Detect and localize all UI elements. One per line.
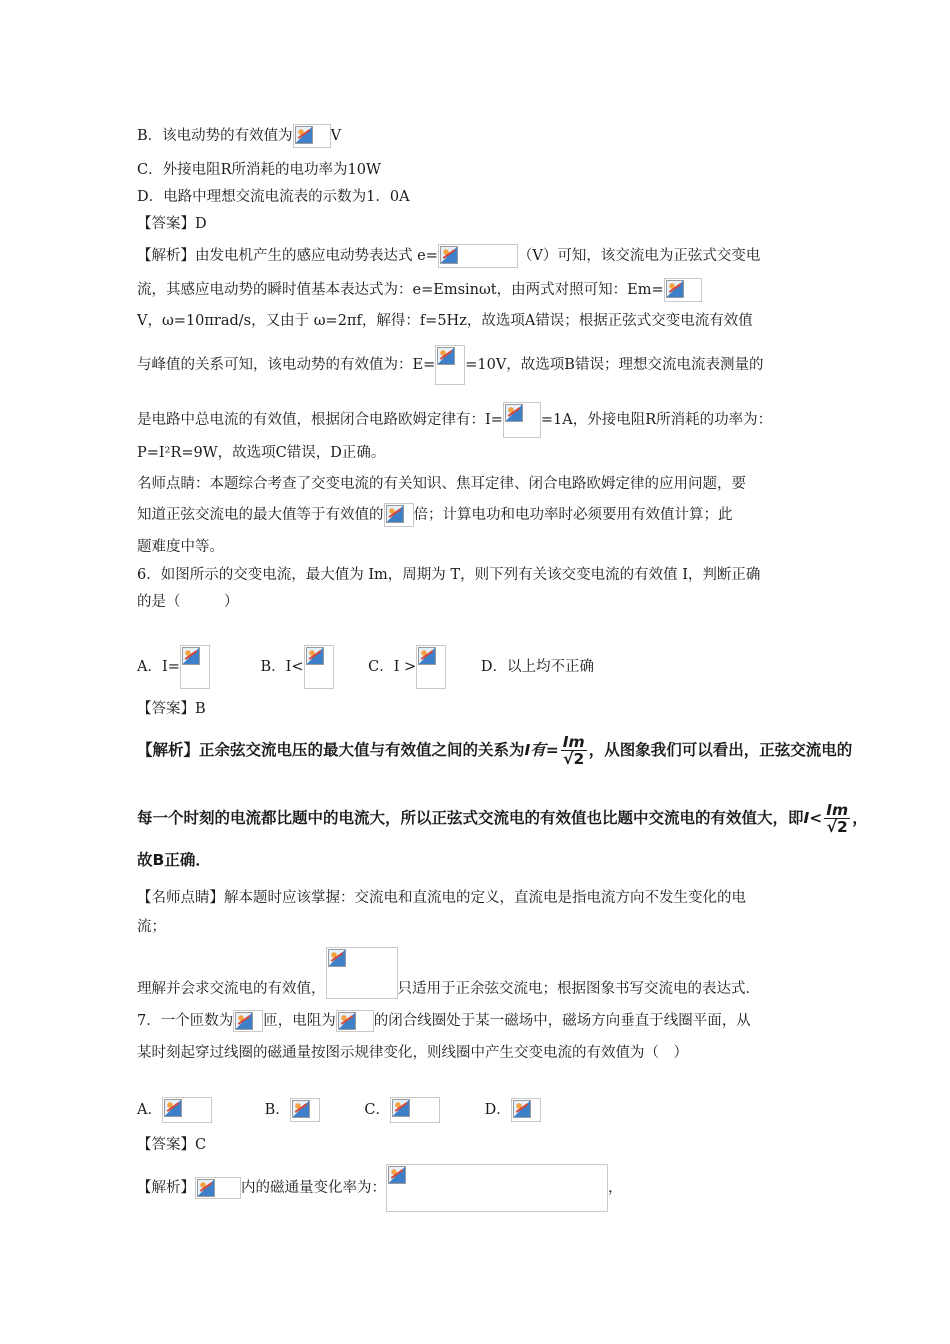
q5-option-d: D．电路中理想交流电流表的示数为1．0A <box>137 189 410 205</box>
q5-explanation-line-5: 是电路中总电流的有效值，根据闭合电路欧姆定律有：I= =1A，外接电阻R所消耗的功率为： <box>137 402 772 438</box>
formula-image <box>195 1177 241 1199</box>
q6-tip-line-2: 流； <box>137 919 166 935</box>
q5-option-b: B．该电动势的有效值为 V <box>137 124 341 148</box>
formula-image <box>664 278 702 302</box>
q7-option-a: A． <box>137 1102 212 1118</box>
formula-image <box>511 1098 541 1122</box>
formula-image <box>416 645 446 689</box>
q6-options <box>137 645 594 689</box>
formula-fraction: $\frac{Im}{√2}$ <box>562 733 585 768</box>
q5-option-c: C．外接电阻R所消耗的电功率为10W <box>137 162 381 178</box>
q7-explanation: 【解析】 内的磁通量变化率为： ， <box>137 1164 623 1212</box>
q7-answer: 【答案】C <box>137 1137 207 1153</box>
q6-option-c: C．I > <box>368 659 446 675</box>
q6-option-b: B．I< <box>260 659 333 675</box>
q6-explanation-line-3: 故B正确． <box>137 851 211 869</box>
formula-image <box>304 645 334 689</box>
q6-option-a: A．I= <box>137 659 210 675</box>
q7-options <box>137 1097 541 1123</box>
formula-image <box>293 124 331 148</box>
q7-option-d: D． <box>485 1102 541 1118</box>
q5-explanation-line-4: 与峰值的关系可知，该电动势的有效值为：E= =10V，故选项B错误；理想交流电流表测量的 <box>137 345 763 385</box>
formula-image <box>162 1097 212 1123</box>
formula-image <box>503 402 541 438</box>
q5-tip-line-3: 题难度中等。 <box>137 539 224 555</box>
formula-image <box>390 1097 440 1123</box>
formula-image <box>336 1010 374 1032</box>
formula-image <box>384 503 414 527</box>
formula-image <box>386 1164 608 1212</box>
q6-explanation-line-1: 【解析】正余弦交流电压的最大值与有效值之间的关系为I有= $\frac{Im}{√2}$ ，从图象我们可以看出，正弦交流电的 <box>137 733 853 768</box>
q5-tip-line-1: 名师点睛：本题综合考查了交变电流的有关知识、焦耳定律、闭合电路欧姆定律的应用问题，要 <box>137 476 746 492</box>
q7-option-b: B． <box>265 1102 320 1118</box>
q6-tip-line-1: 【名师点睛】解本题时应该掌握：交流电和直流电的定义，直流电是指电流方向不发生变化的电 <box>137 890 746 906</box>
q7-option-c: C． <box>364 1102 440 1118</box>
formula-fraction: $\frac{Im}{√2}$ <box>826 801 849 836</box>
formula-image <box>233 1010 263 1032</box>
q5-answer: 【答案】D <box>137 216 207 232</box>
q6-option-d: D．以上均不正确 <box>480 659 594 675</box>
q6-answer: 【答案】B <box>137 701 206 717</box>
q5-explanation-line-2: 流，其感应电动势的瞬时值基本表达式为：e=Emsinωt，由两式对照可知：Em= <box>137 278 702 302</box>
formula-image <box>180 645 210 689</box>
formula-image <box>435 345 465 385</box>
formula-image <box>438 244 518 268</box>
q7-stem-line-1: 7．一个匝数为 匝，电阻为 的闭合线圈处于某一磁场中，磁场方向垂直于线圈平面，从 <box>137 1010 751 1032</box>
formula-image <box>326 947 398 999</box>
q6-tip-line-3: 理解并会求交流电的有效值， 只适用于正余弦交流电；根据图象书写交流电的表达式． <box>137 947 760 999</box>
q5-tip-line-2: 知道正弦交流电的最大值等于有效值的 倍；计算电功和电功率时必须要用有效值计算；此 <box>137 503 733 527</box>
q6-stem-line-1: 6．如图所示的交变电流，最大值为 Im，周期为 T，则下列有关该交变电流的有效值 I，判断正确 <box>137 567 761 583</box>
q6-stem-line-2: 的是（ ） <box>137 594 239 610</box>
q7-stem-line-2: 某时刻起穿过线圈的磁通量按图示规律变化，则线圈中产生交变电流的有效值为（ ） <box>137 1045 688 1061</box>
q5-explanation-line-1: 【解析】由发电机产生的感应电动势表达式 e= （V）可知，该交流电为正弦式交变电 <box>137 244 760 268</box>
q5-explanation-line-3: V，ω=10πrad/s，又由于 ω=2πf，解得：f=5Hz，故选项A错误；根据正弦式交变电流有效值 <box>137 313 753 329</box>
q6-explanation-line-2: 每一个时刻的电流都比题中的电流大，所以正弦式交流电的有效值也比题中交流电的有效值大，即I< $\frac{Im}{√2}$ ， <box>137 801 868 836</box>
formula-image <box>290 1098 320 1122</box>
q5-explanation-line-6: P=I²R=9W，故选项C错误，D正确。 <box>137 445 386 461</box>
